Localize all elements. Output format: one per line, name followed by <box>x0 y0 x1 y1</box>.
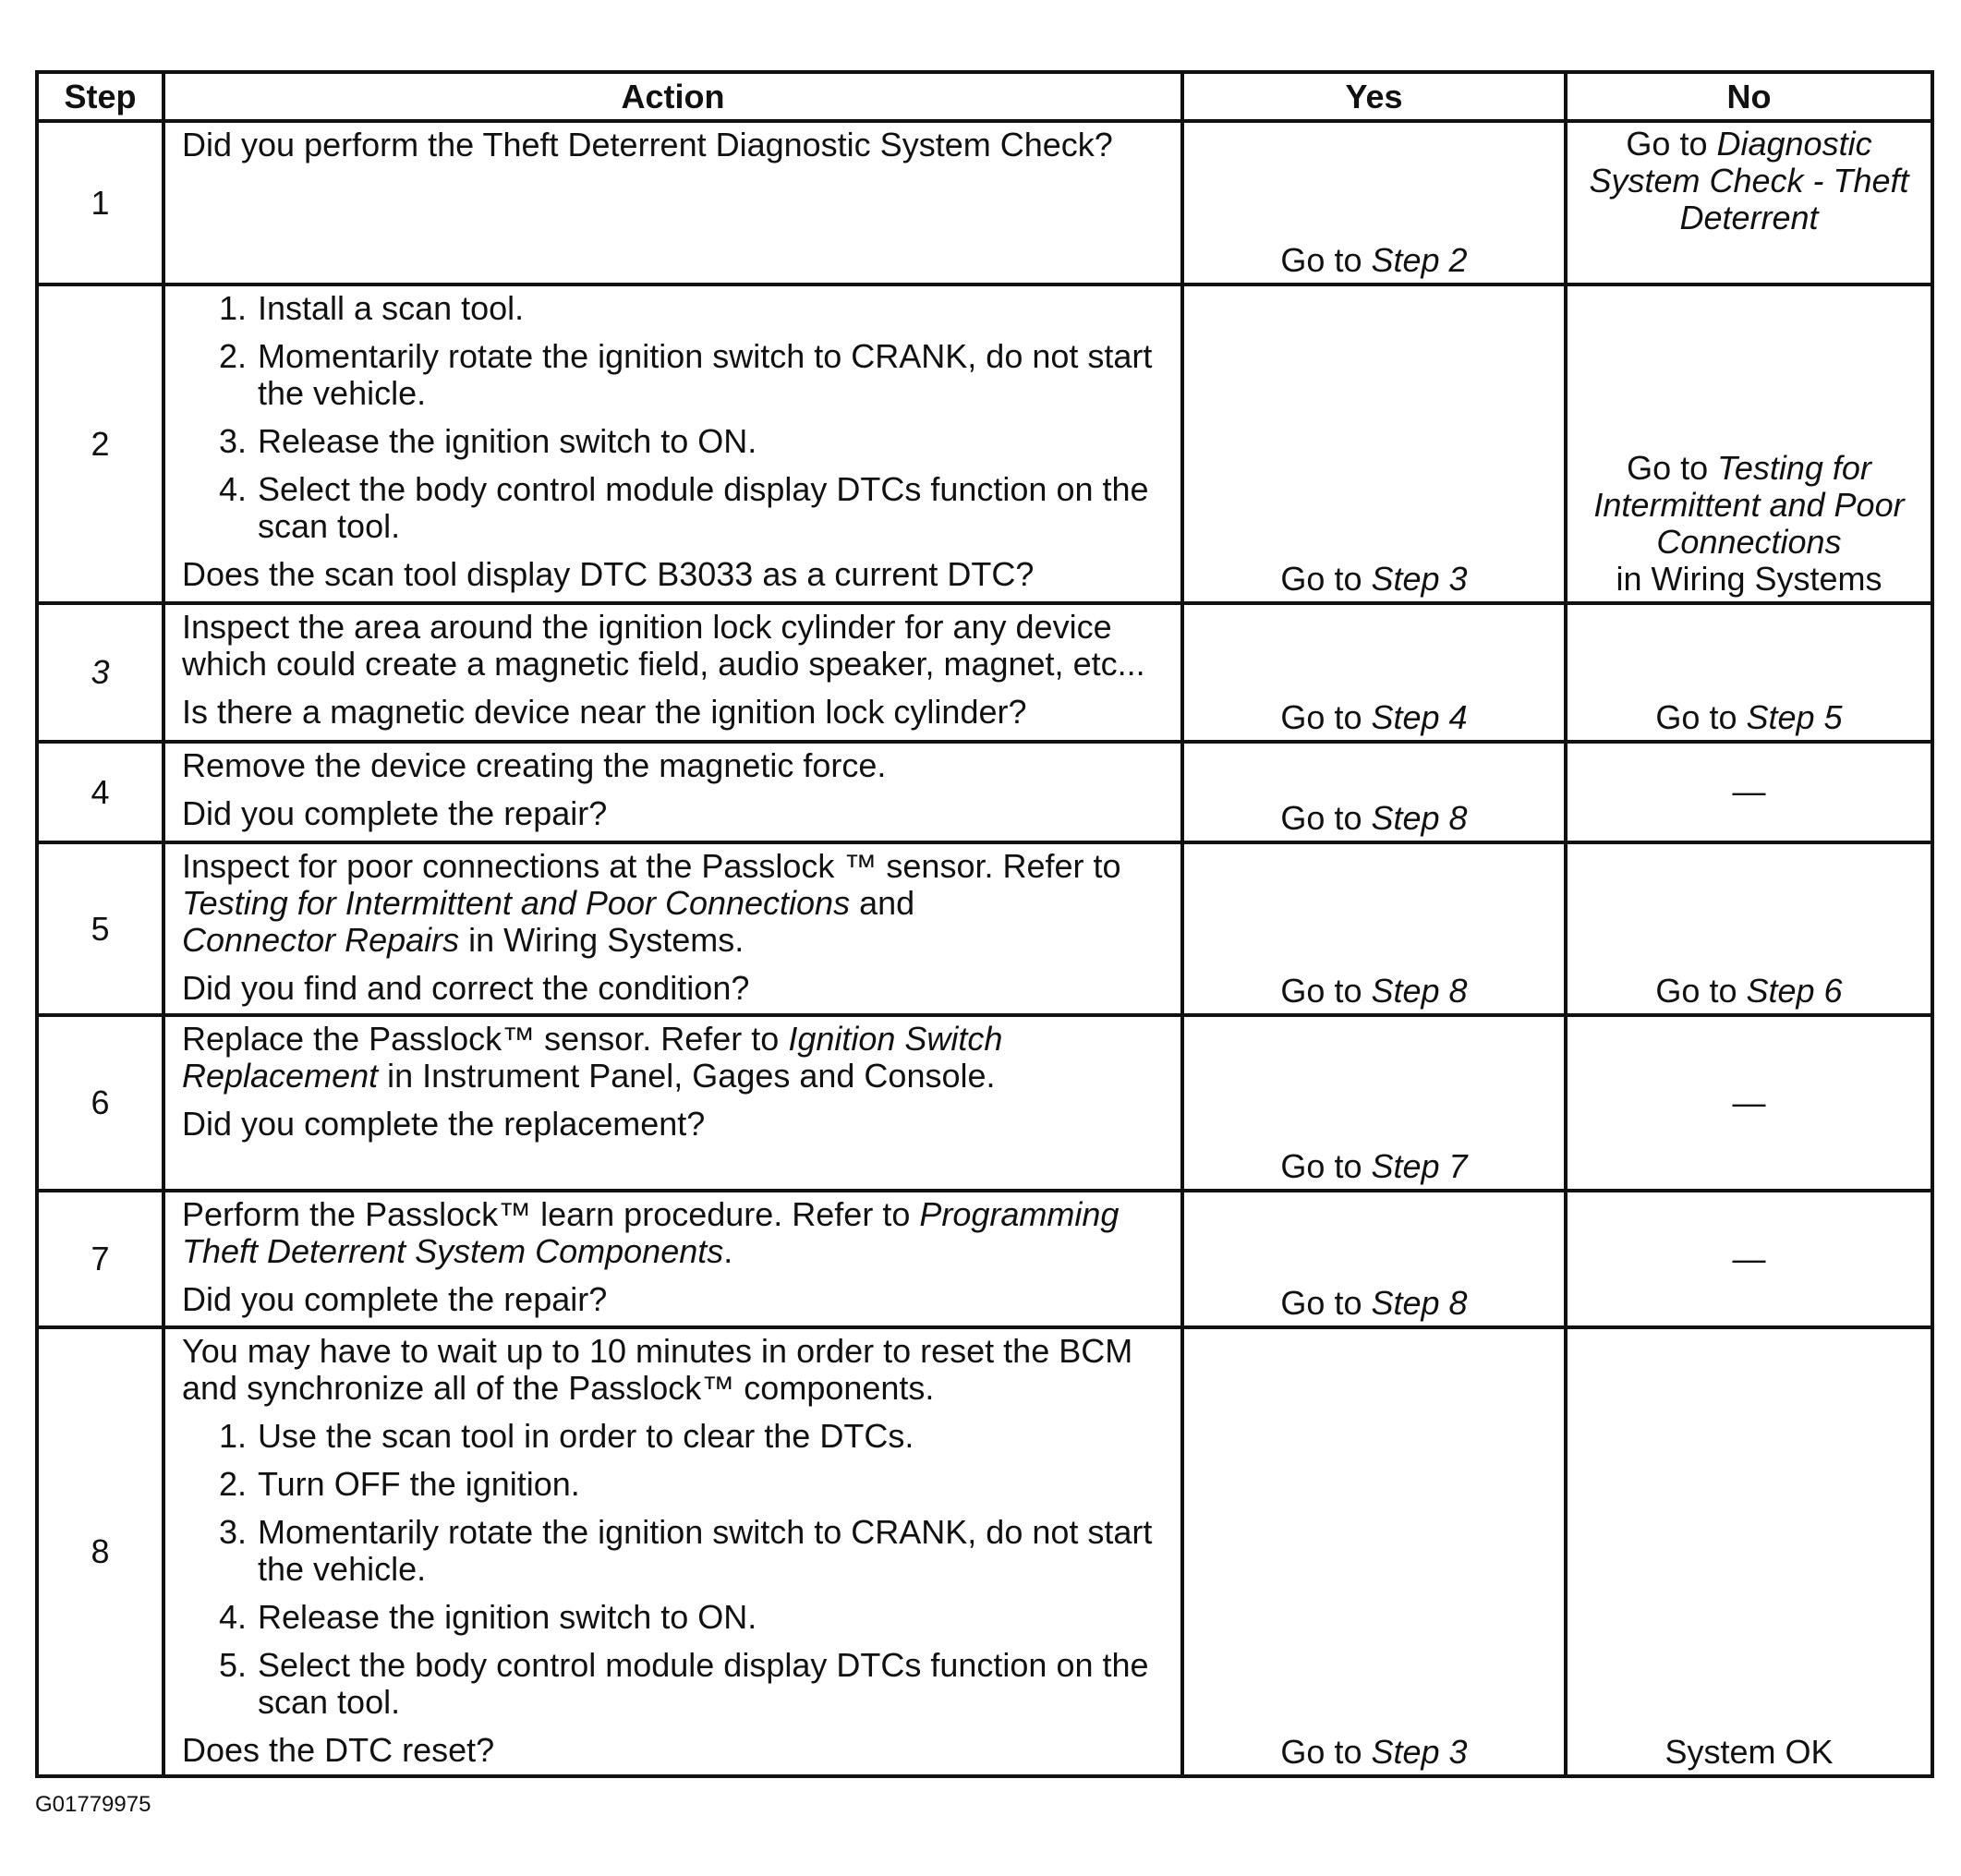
step-number: 7 <box>37 1191 163 1327</box>
diagnostic-table-container <box>35 70 1931 1778</box>
yes-prefix: Go to <box>1280 1147 1372 1185</box>
action-text: Remove the device creating the magnetic force. <box>182 746 887 784</box>
action-text-part: in Wiring Systems. <box>459 921 744 959</box>
table-row <box>37 1191 1932 1327</box>
figure-id: G01779975 <box>35 1792 151 1817</box>
testing-intermittent-link[interactable]: Testing for Intermittent and Poor Connections <box>182 884 851 922</box>
action-list-item: 2. Momentarily rotate the ignition switch to CRANK, do not start the vehicle. <box>256 338 1164 412</box>
connector-repairs-link[interactable]: Connector Repairs <box>182 921 460 959</box>
no-step-link[interactable]: Step 5 <box>1746 698 1843 736</box>
step-number: 8 <box>37 1327 163 1776</box>
action-step-list <box>182 290 1164 545</box>
yes-step-link[interactable]: Step 2 <box>1371 241 1468 279</box>
action-list-item: 1. Install a scan tool. <box>256 290 1164 327</box>
yes-step-link[interactable]: Step 8 <box>1371 799 1468 837</box>
action-question: Did you complete the repair? <box>182 1280 608 1318</box>
action-question: Does the scan tool display DTC B3033 as a current DTC? <box>182 555 1035 593</box>
no-testing-link[interactable]: Testing for Intermittent and Poor Connections <box>1593 449 1905 561</box>
table-row <box>37 842 1932 1015</box>
table-row <box>37 603 1932 742</box>
action-question: Did you perform the Theft Deterrent Diagnostic System Check? <box>182 126 1113 163</box>
action-list-item: 5. Select the body control module display DTCs function on the scan tool. <box>256 1647 1164 1721</box>
yes-cell <box>1182 742 1566 842</box>
yes-step-link[interactable]: Step 3 <box>1371 1733 1468 1771</box>
action-step-list <box>182 1418 1164 1721</box>
action-list-item: 4. Select the body control module display DTCs function on the scan tool. <box>256 471 1164 545</box>
header-yes: Yes <box>1182 72 1566 121</box>
action-cell <box>163 742 1182 842</box>
action-text-part: Inspect for poor connections at the Passlock ™ sensor. Refer to <box>182 847 1121 885</box>
step-number: 3 <box>37 603 163 742</box>
no-prefix: Go to <box>1655 972 1747 1010</box>
yes-step-link[interactable]: Step 8 <box>1371 1284 1468 1322</box>
action-text-part: Perform the Passlock™ learn procedure. Refer to <box>182 1195 920 1233</box>
yes-prefix: Go to <box>1280 241 1372 279</box>
programming-theft-deterrent-link[interactable]: Programming Theft Deterrent System Components <box>182 1195 1120 1270</box>
yes-prefix: Go to <box>1280 972 1372 1010</box>
no-prefix: Go to <box>1627 449 1718 487</box>
action-text: Inspect the area around the ignition lock cylinder for any device which could create a magnetic field, audio speaker, magnet, etc... <box>182 608 1145 683</box>
step-number: 6 <box>37 1015 163 1191</box>
yes-cell <box>1182 284 1566 603</box>
header-no: No <box>1566 72 1932 121</box>
action-list-item: 1. Use the scan tool in order to clear the DTCs. <box>256 1418 1164 1455</box>
action-question: Is there a magnetic device near the ignition lock cylinder? <box>182 693 1027 731</box>
table-row <box>37 742 1932 842</box>
table-row <box>37 284 1932 603</box>
yes-prefix: Go to <box>1280 1284 1372 1322</box>
action-question: Did you complete the repair? <box>182 794 608 832</box>
yes-cell <box>1182 1015 1566 1191</box>
action-list-item: 3. Release the ignition switch to ON. <box>256 423 1164 460</box>
yes-cell <box>1182 1191 1566 1327</box>
action-text-part: Replace the Passlock™ sensor. Refer to <box>182 1020 789 1058</box>
action-text <box>182 1021 1164 1095</box>
action-cell <box>163 1015 1182 1191</box>
action-question: Does the DTC reset? <box>182 1731 495 1769</box>
header-action: Action <box>163 72 1182 121</box>
action-cell <box>163 1191 1182 1327</box>
table-row <box>37 121 1932 284</box>
no-dash: — <box>1566 742 1932 842</box>
yes-cell <box>1182 842 1566 1015</box>
no-step-link[interactable]: Step 6 <box>1746 972 1843 1010</box>
yes-step-link[interactable]: Step 8 <box>1371 972 1468 1010</box>
action-list-item: 2. Turn OFF the ignition. <box>256 1466 1164 1503</box>
action-cell <box>163 121 1182 284</box>
yes-prefix: Go to <box>1280 1733 1372 1771</box>
action-text <box>182 1196 1164 1270</box>
yes-step-link[interactable]: Step 7 <box>1371 1147 1468 1185</box>
action-cell <box>163 1327 1182 1776</box>
action-list-item: 3. Momentarily rotate the ignition switch to CRANK, do not start the vehicle. <box>256 1514 1164 1588</box>
ignition-switch-replacement-link[interactable]: Ignition Switch Replacement <box>182 1020 1003 1095</box>
no-system-ok: System OK <box>1566 1327 1932 1776</box>
action-list-item: 4. Release the ignition switch to ON. <box>256 1599 1164 1636</box>
step-number: 1 <box>37 121 163 284</box>
yes-step-link[interactable]: Step 3 <box>1371 560 1468 598</box>
yes-step-link[interactable]: Step 4 <box>1371 698 1468 736</box>
action-text-part: in Instrument Panel, Gages and Console. <box>378 1057 996 1095</box>
yes-prefix: Go to <box>1280 560 1372 598</box>
header-row <box>37 72 1932 121</box>
action-text: You may have to wait up to 10 minutes in order to reset the BCM and synchronize all of the Passlock™ components. <box>182 1332 1133 1407</box>
diagnostic-table <box>35 70 1934 1778</box>
yes-prefix: Go to <box>1280 698 1372 736</box>
yes-cell <box>1182 1327 1566 1776</box>
action-cell <box>163 842 1182 1015</box>
table-row <box>37 1327 1932 1776</box>
step-number: 4 <box>37 742 163 842</box>
action-text-part: . <box>723 1232 733 1270</box>
no-dash: — <box>1566 1191 1932 1327</box>
step-number: 2 <box>37 284 163 603</box>
action-cell <box>163 284 1182 603</box>
no-dash: — <box>1566 1015 1932 1191</box>
action-question: Did you find and correct the condition? <box>182 969 750 1007</box>
no-suffix: in Wiring Systems <box>1616 560 1882 598</box>
header-step: Step <box>37 72 163 121</box>
action-text-part: and <box>850 884 915 922</box>
no-cell <box>1566 121 1932 284</box>
action-text <box>182 848 1164 959</box>
yes-cell <box>1182 121 1566 284</box>
yes-cell <box>1182 603 1566 742</box>
no-go-to: Go to <box>1626 125 1717 163</box>
action-question: Did you complete the replacement? <box>182 1105 706 1143</box>
yes-prefix: Go to <box>1280 799 1372 837</box>
step-number: 5 <box>37 842 163 1015</box>
no-prefix: Go to <box>1655 698 1747 736</box>
no-cell <box>1566 842 1932 1015</box>
no-cell <box>1566 284 1932 603</box>
no-cell <box>1566 603 1932 742</box>
table-row <box>37 1015 1932 1191</box>
no-diagnostic-link[interactable]: Diagnostic System Check - Theft Deterrent <box>1589 125 1909 236</box>
action-cell <box>163 603 1182 742</box>
